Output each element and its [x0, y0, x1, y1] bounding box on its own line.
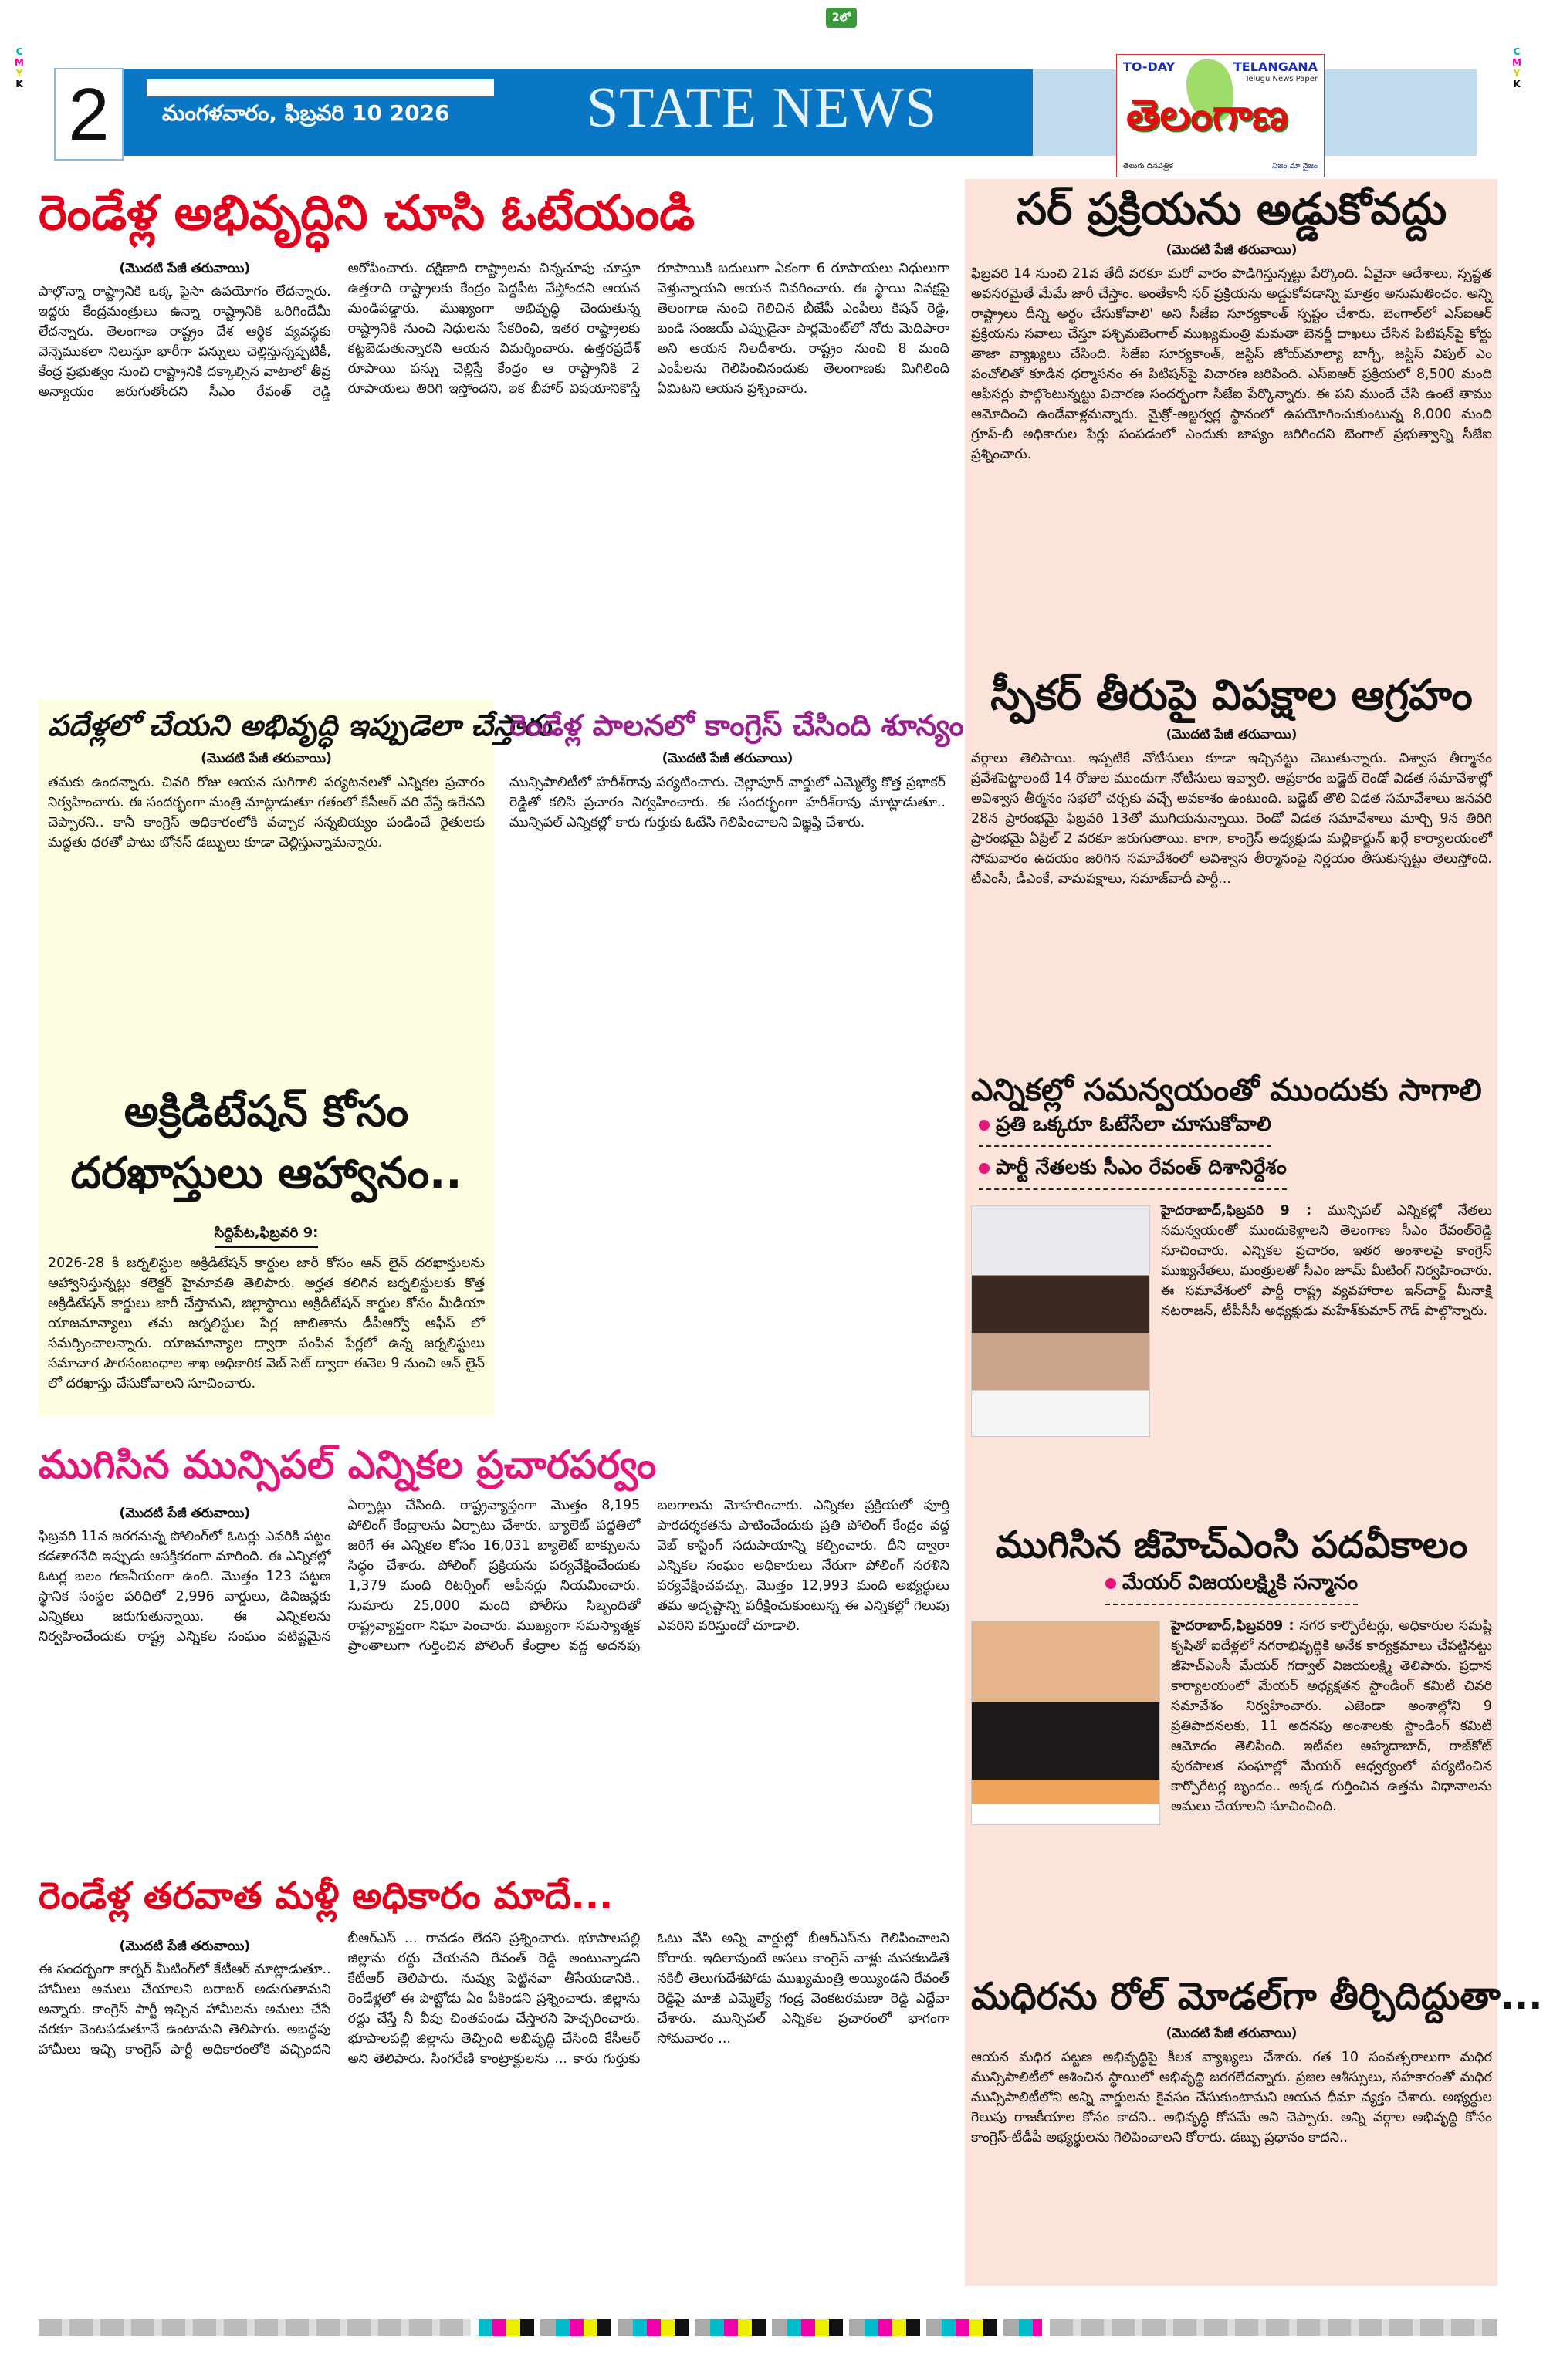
article-body [971, 1201, 1492, 1321]
continued-label: (మొదటి పేజీ తరువాయి) [1166, 242, 1298, 259]
body-text: తమకు ఉందన్నారు. చివరి రోజు ఆయన సుగిగాలి పర్యటనలతో ఎన్నికల ప్రచారం నిర్వహించారు. ఈ సందర్భంగా మంత్రి మాట్లాడుతూ గతంలో కేసీఆర్ వరి వేస్తే ఉరేనని చెప్పారని.. కానీ కాంగ్రెస్ అధికారంలోకి వచ్చాక సన్నబియ్యం పండించే రైతులకు మద్దతు ధరతో పాటు బోనస్ డబ్బులు కూడా చెల్లిస్తున్నామన్నారు. [48, 774, 485, 850]
continued-label: (మొదటి పేజీ తరువాయి) [119, 261, 251, 277]
dateline: సిద్దిపేట,ఫిబ్రవరి 9: [215, 1225, 319, 1248]
body-text: మున్సిపాలిటీలో హరీశ్‌రావు పర్యటించారు. చెల్లాపూర్ వార్డులో ఎమ్మెల్యే కొత్త ప్రభాకర్ రెడ్డితో కలిసి ప్రచారం నిర్వహించారు. ఈ సందర్భంగా హరీశ్‌రావు మాట్లాడుతూ.. మున్సిపల్ ఎన్నికల్లో కారు గుర్తుకు ఓటేసి గెలిపించాలని విజ్ఞప్తి చేశారు. [509, 774, 946, 830]
article-congress-zero [509, 698, 964, 1416]
body-text: మున్సిపల్ ఎన్నికల్లో నేతలు సమన్వయంతో ముందుకెళ్లాలని తెలంగాణ సీఎం రేవంత్‌రెడ్డి సూచించారు. ఎన్నికల ప్రచారం, ఇతర అంశాలపై కాంగ్రెస్ ముఖ్యనేతలు, మంత్రులతో సీఎం జూమ్ మీటింగ్ నిర్వహించారు. ఈ సమావేశంలో పార్టీ రాష్ట్ర వ్యవహారాల ఇన్‌చార్జ్ మీనాక్షి నటరాజన్, టీపీసీసీ అధ్యక్షుడు మహేశ్‌కుమార్ గౌడ్ పాల్గొన్నారు. [1161, 1203, 1492, 1319]
article-ghmc [971, 1524, 1492, 1960]
mayor-photo [971, 1621, 1160, 1825]
headline: సర్ ప్రక్రియను అడ్డుకోవద్దు [1016, 184, 1447, 235]
body-text: నగర కార్పొరేటర్లు, అధికారుల సమష్టి కృషితో ఐదేళ్లలో నగరాభివృద్ధికి అనేక కార్యక్రమాలు చేపట్టినట్టు జీహెచ్ఎంసీ మేయర్ గద్వాల్ విజయలక్ష్మి తెలిపారు. ప్రధాన కార్యాలయంలో మేయర్ అధ్యక్షతన స్టాండింగ్ కమిటీ చివరి సమావేశం నిర్వహించారు. ఎజెండా అంశాల్లోని 9 ప్రతిపాదనలకు, 11 అదనపు అంశాలకు స్టాండింగ్ కమిటీ ఆమోదం తెలిపింది. ఇటీవల అహ్మదాబాద్, రాజ్‌కోట్ పురపాలక సంఘాల్లో మేయర్ ఆధ్వర్యంలో పర్యటించిన కార్పొరేటర్ల బృందం.. అక్కడ గుర్తించిన ఉత్తమ విధానాలను అమలు చేయాలని సూచించింది. [1171, 1618, 1492, 1815]
page-badge: 2లో [826, 8, 857, 28]
logo-tagline-left: తెలుగు దినపత్రిక [1123, 162, 1174, 171]
article-sir-process [971, 185, 1492, 668]
dateline: హైదరాబాద్,ఫిబ్రవరి9 : [1171, 1618, 1294, 1635]
headline: రెండేళ్ల తరవాత మళ్లీ అధికారం మాదే... [39, 1875, 614, 1918]
subheading-bullet: మేయర్ విజయలక్ష్మికి సన్మానం [1105, 1571, 1358, 1605]
accreditation-body: 2026-28 కి జర్నలిస్టుల అక్రిడిటేషన్ కార్డుల జారీ కోసం ఆన్ లైన్ దరఖాస్తులను ఆహ్వానిస్తున్నట్లు కలెక్టర్ హైమావతి తెలిపారు. అర్హత కలిగిన జర్నలిస్టులకు కొత్త అక్రిడిటేషన్ కార్డులు జారీ చేస్తామని, జిల్లాస్థాయి అక్రిడిటేషన్ కార్డుల కోసం మీడియా యాజమాన్యాలు తమ జర్నలిస్టుల పేర్ల జాబితాను డీపీఆర్వో ఆఫీస్ లో సమర్పించాలన్నారు. యాజమాన్యాల ద్వారా పంపిన పేర్లలో ఉన్న జర్నలిస్టులు సమాచార పౌరసంబంధాల శాఖ అధికారిక వెబ్ సెట్ ద్వారా ఈనెల 9 నుంచి ఆన్ లైన్ లో దరఖాస్తు చేసుకోవాలని సూచించారు. [48, 1255, 485, 1391]
registration-marks-left [14, 46, 25, 90]
article-madhira [971, 1968, 1543, 2284]
headline: రెండేళ్ల అభివృద్ధిని చూసి ఓటేయండి [39, 184, 695, 241]
logo-telangana: TELANGANA [1233, 59, 1318, 74]
logo-name: తెలంగాణ [1126, 90, 1288, 140]
article-power-again [39, 1868, 949, 2284]
headline: స్పీకర్ తీరుపై విపక్షాల ఆగ్రహం [990, 671, 1473, 719]
mark-k: K [1513, 79, 1521, 90]
registration-marks-right [1511, 46, 1522, 90]
accreditation-headline-1: అక్రిడిటేషన్ కోసం [124, 1086, 409, 1137]
headline: ముగిసిన మున్సిపల్ ఎన్నికల ప్రచారపర్వం [39, 1442, 657, 1487]
cm-revanth-photo [971, 1205, 1150, 1437]
continued-label: (మొదటి పేజీ తరువాయి) [1166, 727, 1298, 743]
accreditation-headline-2: దరఖాస్తులు ఆహ్వానం.. [70, 1148, 462, 1198]
logo-subtitle: Telugu News Paper [1244, 75, 1318, 83]
continued-label: (మొదటి పేజీ తరువాయి) [1166, 2026, 1298, 2042]
article-body [971, 1616, 1492, 1817]
body-text: వర్గాలు తెలిపాయి. ఇప్పటికే నోటీసులు కూడా ఇచ్చినట్టు చెబుతున్నారు. విశ్వాస తీర్మానం ప్రవేశపెట్టాలంటే 14 రోజుల ముందుగా నోటీసులు ఇవ్వాలి. ఆప్రకారం బడ్జెట్ రెండో విడత సమావేశాల్లో అవిశ్వాస తీర్మనం సభలో చర్చకు వచ్చే అవకాశం ఉంటుంది. బడ్జెట్ తొలి విడత సమావేశాలు జనవరి 28న ప్రారంభమై ఫిబ్రవరి 13తో ముగియనున్నాయి. రెండో విడత సమావేశాలు మార్చి 9న తిరిగి ప్రారంభమై ఏప్రిల్ 2 వరకూ జరుగుతాయి. కాగా, కాంగ్రెస్ అధ్యక్షుడు మల్లికార్జున్ ఖర్గే కార్యాలయంలో సోమవారం ఉదయం జరిగిన సమావేశంలో అవిశ్వాస తీర్మానంపై నిర్ణయం తీసుకున్నట్టు తెలుస్తోంది. టీఎంసీ, డీఎంకే, వామపక్షాలు, సమాజ్‌వాదీ పార్టీ... [971, 751, 1492, 887]
mark-c: C [1513, 46, 1521, 57]
continued-label: (మొదటి పేజీ తరువాయి) [201, 750, 332, 766]
mark-k: K [15, 79, 23, 90]
body-text: ఫిబ్రవరి 14 నుంచి 21వ తేదీ వరకూ మరో వారం పొడిగిస్తున్నట్టు పేర్కొంది. ఏవైనా ఆదేశాలు, స్పష్టత అవసరమైతే మేమే జారీ చేస్తాం. అంతేకానీ సర్ ప్రక్రియను అడ్డుకోవడాన్ని మాత్రం అనుమతించం. అన్ని రాష్ట్రాలు దీన్ని అర్థం చేసుకోవాలి' అని సీజేఐ సూర్యకాంత్ స్పష్టం చేశారు. బెంగాల్‌లో ఎస్ఐఆర్ ప్రక్రియను సవాలు చేస్తూ పశ్చిమబెంగాల్ ముఖ్యమంత్రి మమతా బెనర్జీ దాఖలు చేసిన పిటిషన్‌పై కోర్టు తాజా వ్యాఖ్యలు చేసింది. సీజేఐ సూర్యకాంత్, జస్టిస్ జోయ్‌మాల్యా బాగ్చీ, జస్టిస్ విపుల్ ఎం పంచోలితో కూడిన ధర్మాసనం ఈ పిటిషన్‌పై విచారణ జరిపింది. ఎస్ఐఆర్ ప్రక్రియలో 8,500 మంది ఆఫీసర్లు పాల్గొంటున్నట్టు విచారణ సందర్భంగా సీజేఐ పేర్కొన్నారు. ఈ పని ముందే చేసి ఉంటే తాము ఆమోదించి ఉండేవాళ్లమన్నారు. మైక్రో-అబ్జర్వర్ల స్థానంలో ఉపయోగించుకుంటున్న 8,000 మంది గ్రూప్-బీ అధికారుల పేర్లు పంపడంలో ఎందుకు జాప్యం జరిగిందని బెంగాల్ ప్రభుత్వాన్ని సీజేఐ ప్రశ్నించారు. [971, 266, 1492, 463]
section-title: STATE NEWS [587, 76, 938, 140]
article-body [39, 1443, 949, 1860]
color-bar-center [479, 2319, 1042, 2336]
headline: రెండేళ్ల పాలనలో కాంగ్రెస్ చేసింది శూన్యం [509, 708, 964, 742]
continued-label: (మొదటి పేజీ తరువాయి) [662, 750, 793, 766]
article-ten-years [39, 698, 551, 1416]
mark-y: Y [15, 68, 23, 79]
body-text: ఈ సందర్భంగా కార్నర్ మీటింగ్‌లో కేటీఆర్ మాట్లాడుతూ.. హామీలు అమలు చేయాలని బరాబర్ అడుగుతామని అన్నారు. కాంగ్రెస్ పార్టీ ఇచ్చిన హామీలను అమలు చేసే వరకూ వెంటపడుతూనే ఉంటామని తెలిపారు. అబద్ధపు హామీలు ఇచ్చి కాంగ్రెస్ పార్టీ అధికారంలోకి వచ్చిందని బీఆర్ఎస్ ... రావడం లేదని ప్రశ్నించారు. భూపాలపల్లి జిల్లాను రద్దు చేయనని రేవంత్ రెడ్డి అంటున్నాడని కేటీఆర్ తెలిపారు. నువ్వు పెట్టినవా తీసేయడానికి.. రెండేళ్లలో ఈ పొట్టోడు ఏం పీకిండని ప్రశ్నించారు. జిల్లాను రద్దు చేస్తే నీ వీపు చింతపండు చేస్తారని హెచ్చరించారు. భూపాలపల్లి జిల్లాను తెచ్చింది అభివృద్ధి చేసింది కేసీఆర్ అని తెలిపారు. సింగరేణి కాంట్రాక్టులను ... కారు గుర్తుకు ఓటు వేసి అన్ని వార్డుల్లో బీఆర్ఎస్‌ను గెలిపించాలని కోరారు. ఇదిలావుంటే అసలు కాంగ్రెస్ వాళ్లు మసకబడితే నకిలీ తెలుగుదేశపోడు ముఖ్యమంత్రి అయ్యిండని రేవంత్ రెడ్డిపై మాజీ ఎమ్మెల్యే గండ్ర వెంకటరమణా రెడ్డి ఎద్దేవా చేశారు. మున్సిపల్ ఎన్నికల ప్రచారంలో భాగంగా సోమవారం ... [39, 1931, 949, 2067]
color-bar-left [39, 2319, 471, 2336]
date-bar [147, 79, 494, 96]
dateline: హైదరాబాద్,ఫిబ్రవరి 9 : [1161, 1203, 1312, 1219]
article-speaker [971, 671, 1492, 1050]
masthead-logo [1116, 54, 1325, 177]
headline: ఎన్నికల్లో సమన్వయంతో ముందుకు సాగాలి [971, 1073, 1482, 1108]
mark-c: C [15, 46, 23, 57]
mark-m: M [1512, 57, 1521, 68]
article-municipal-campaign [39, 1443, 949, 1860]
page-number: 2 [54, 68, 124, 161]
article-coordination [971, 1073, 1492, 1516]
continued-label: (మొదటి పేజీ తరువాయి) [119, 1505, 251, 1521]
body-text: ఫిబ్రవరి 11న జరగనున్న పోలింగ్‌లో ఓటర్లు ఎవరికి పట్టం కడతారనేది ఇప్పుడు ఆసక్తికరంగా మారింది. ఈ ఎన్నికల్లో ఓటర్ల బలం గణనీయంగా ఉంది. మొత్తం 123 పట్టణ స్థానిక సంస్థల పరిధిలో 2,996 వార్డులు, డివిజన్లకు ఎన్నికలు జరుగుతున్నాయి. ఈ ఎన్నికలను నిర్వహించేందుకు రాష్ట్ర ఎన్నికల సంఘం పటిష్టమైన ఏర్పాట్లు చేసింది. రాష్ట్రవ్యాప్తంగా మొత్తం 8,195 పోలింగ్ కేంద్రాలను ఏర్పాటు చేశారు. బ్యాలెట్ పద్ధతిలో జరిగే ఈ ఎన్నికల కోసం 16,031 బ్యాలెట్ బాక్సులను సిద్ధం చేశారు. పోలింగ్ ప్రక్రియను పర్యవేక్షించేందుకు 1,379 మంది రిటర్నింగ్ ఆఫీసర్లు నియమించారు. సుమారు 25,000 మంది పోలీసు సిబ్బందితో రాష్ట్రవ్యాప్తంగా నిఘా పెంచారు. ముఖ్యంగా సమస్యాత్మక ప్రాంతాలుగా గుర్తించిన పోలింగ్ కేంద్రాల వద్ద అదనపు బలగాలను మోహరించారు. ఎన్నికల ప్రక్రియలో పూర్తి పారదర్శకతను పాటించేందుకు ప్రతి పోలింగ్ కేంద్రం వద్ద వెబ్ కాస్టింగ్ సదుపాయాన్ని కల్పించారు. దీని ద్వారా ఎన్నికల సంఘం అధికారులు నేరుగా పోలింగ్ సరళిని పర్యవేక్షించవచ్చు. మొత్తం 12,993 మంది అభ్యర్థులు తమ అదృష్టాన్ని పరీక్షించుకుంటున్న ఈ ఎన్నికల్లో గెలుపు ఎవరిని వరిస్తుందో చూడాలి. [39, 1497, 949, 1654]
mark-y: Y [1513, 68, 1521, 79]
logo-today: TO-DAY [1123, 59, 1176, 74]
mark-m: M [15, 57, 24, 68]
headline: ముగిసిన జీహెచ్ఎంసి పదవీకాలం [995, 1523, 1468, 1567]
article-development-vote [39, 182, 949, 668]
body-text: ఆయన మధిర పట్టణ అభివృద్ధిపై కీలక వ్యాఖ్యలు చేశారు. గత 10 సంవత్సరాలుగా మధిర మున్సిపాలిటీలో ఆశించిన స్థాయిలో అభివృద్ధి జరగలేదన్నారు. ప్రజల ఆశీస్సులు, సహకారంతో మధిర మున్సిపాలిటీలోని అన్ని వార్డులను కైవసం చేసుకుంటామని ఆయన ధీమా వ్యక్తం చేశారు. అభ్యర్థుల గెలుపు రాజకీయాల కోసం కాదని.. అభివృద్ధి కోసమే అని చెప్పారు. అన్ని వర్గాల అభివృద్ధి కోసం కాంగ్రెస్-టీడీపీ అభ్యర్థులను గెలిపించాలని కోరారు. డబ్బు ప్రధానం కాదని.. [971, 2050, 1492, 2146]
headline: మధిరను రోల్ మోడల్‌గా తీర్చిదిద్దుతా... [971, 1975, 1543, 2018]
color-bar-right [1050, 2319, 1497, 2336]
article-body [39, 259, 949, 675]
subheading-bullet: పార్టీ నేతలకు సీఎం రేవంత్ దిశానిర్దేశం [979, 1156, 1287, 1190]
continued-label: (మొదటి పేజీ తరువాయి) [119, 1939, 251, 1955]
logo-tagline-right: నిజం మా నైజం [1272, 162, 1318, 171]
article-body [39, 1868, 949, 2284]
issue-date: మంగళవారం, ఫిబ్రవరి 10 2026 [162, 100, 450, 126]
body-text: పాల్గొన్నా రాష్ట్రానికి ఒక్క పైసా ఉపయోగం లేదన్నారు. ఇద్దరు కేంద్రమంత్రులు ఉన్నా రాష్ట్రానికి ఒరిగిందేమీ లేదన్నారు. తెలంగాణ రాష్ట్రం దేశ ఆర్థిక వ్యవస్థకు వెన్నెముకలా నిలుస్తూ భారీగా పన్నులు చెల్లిస్తున్నప్పటికీ, కేంద్ర ప్రభుత్వం నుంచి రాష్ట్రానికి దక్కాల్సిన వాటాలో తీవ్ర అన్యాయం జరుగుతోందని సీఎం రేవంత్ రెడ్డి ఆరోపించారు. దక్షిణాది రాష్ట్రాలను చిన్నచూపు చూస్తూ ఉత్తరాది రాష్ట్రాలకు కేంద్రం పెద్దపీట వేస్తోందని ఆయన మండిపడ్డారు. ముఖ్యంగా అభివృద్ధి చెందుతున్న రాష్ట్రానికి నుంచి నిధులను సేకరించి, ఇతర రాష్ట్రాలకు కట్టబెడుతున్నారని ఆయన విమర్శించారు. ఉత్తరప్రదేశ్ రూపాయి పన్ను చెల్లిస్తే కేంద్రం ఆ రాష్ట్రానికి 2 రూపాయలు తిరిగి ఇస్తోందని, ఇక బీహార్ విషయానికొస్తే రూపాయికి బదులుగా ఏకంగా 6 రూపాయలు నిధులుగా వెళ్తున్నాయని ఆయన వివరించారు. ఈ స్థాయి వివక్షపై తెలంగాణ నుంచి గెలిచిన బీజేపీ ఎంపీలు కిషన్ రెడ్డి, బండి సంజయ్ ఎప్పుడైనా పార్లమెంట్‌లో నోరు మెదిపారా అని ఆయన నిలదీశారు. రాష్ట్రం నుంచి 8 మంది ఎంపీలను గెలిపించినందుకు తెలంగాణకు మిగిలింది ఏమిటని ఆయన ప్రశ్నించారు. [39, 261, 949, 401]
subheading-bullet: ప్రతి ఒక్కరూ ఓటేసేలా చూసుకోవాలి [979, 1113, 1271, 1147]
headline: పదేళ్లలో చేయని అభివృద్ధి ఇప్పుడెలా చేస్తారు [48, 708, 551, 742]
accreditation-box [48, 1081, 485, 1394]
